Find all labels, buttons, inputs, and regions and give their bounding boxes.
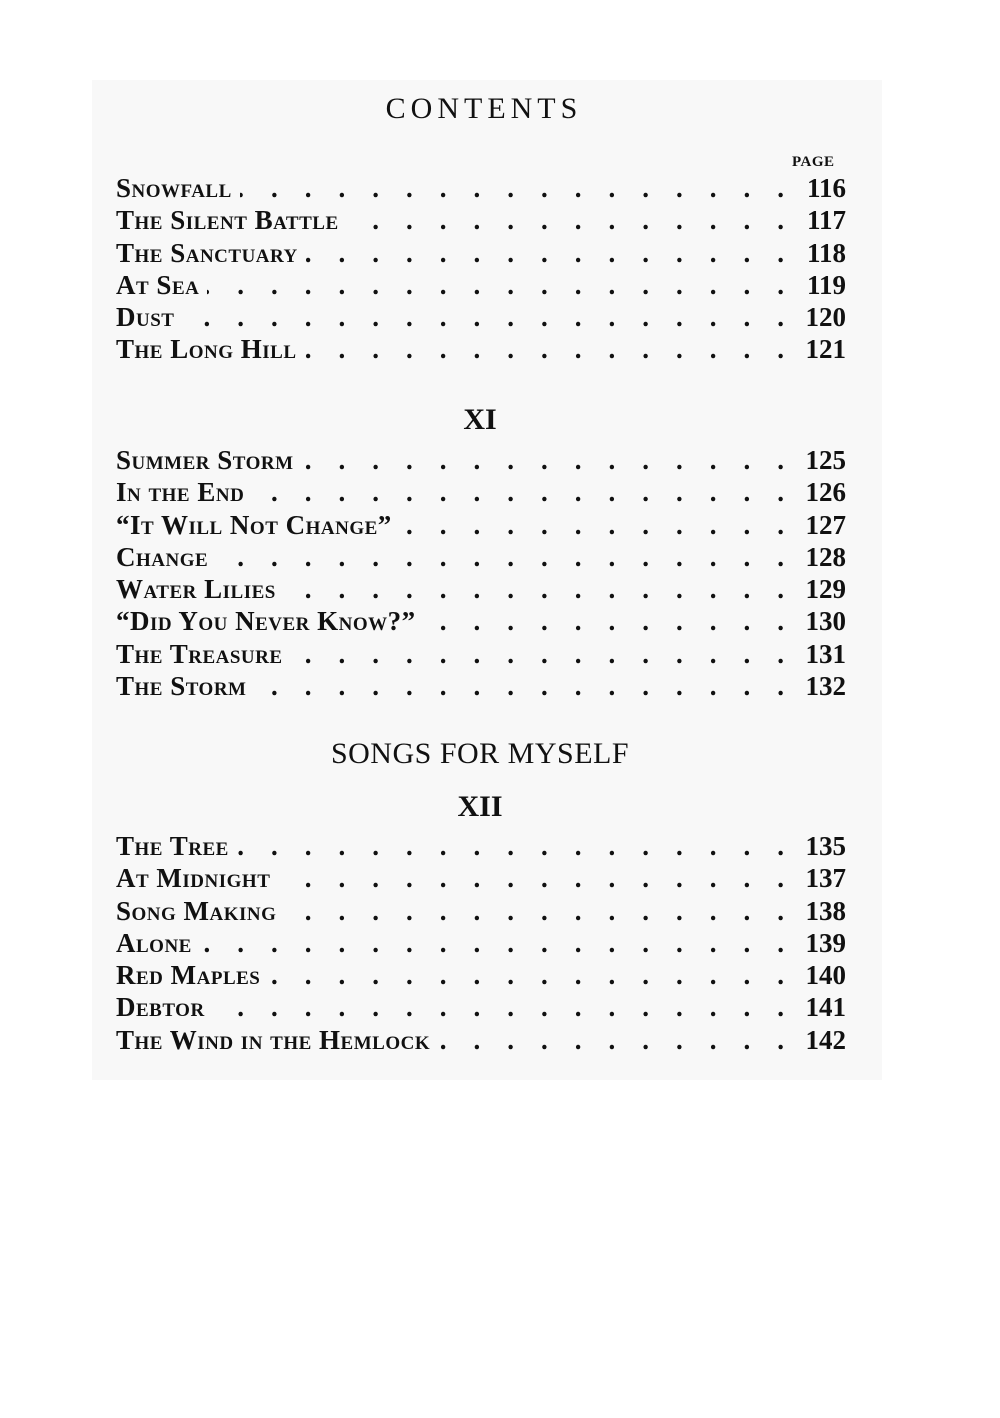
toc-entry-title: Alone [116, 927, 192, 958]
toc-entry-page: 125 [805, 445, 846, 475]
toc-entry [116, 670, 846, 702]
toc-entry-title: The Long Hill [116, 334, 297, 365]
toc-section-3 [116, 830, 846, 1056]
toc-entry [116, 509, 846, 541]
toc-entry [116, 333, 846, 365]
dot-leader [200, 927, 784, 959]
toc-entry-title: The Storm [116, 671, 247, 702]
dot-leader [400, 509, 784, 541]
toc-entry [116, 991, 846, 1023]
part-title: SONGS FOR MYSELF [330, 737, 630, 770]
toc-entry [116, 638, 846, 670]
dot-leader [291, 638, 784, 670]
toc-section-1 [116, 172, 846, 366]
toc-entry-page: 119 [806, 269, 846, 300]
dot-leader [305, 333, 785, 365]
dot-leader [182, 301, 784, 333]
toc-entry [116, 476, 846, 508]
toc-entry-page: 121 [805, 334, 846, 365]
toc-entry-page: 118 [806, 237, 846, 268]
toc-entry-page: 127 [805, 509, 846, 540]
dot-leader [240, 172, 784, 204]
toc-entry-title: “Did You Never Know?” [116, 606, 416, 637]
toc-entry-page: 132 [805, 671, 846, 702]
dot-leader [255, 670, 785, 702]
toc-entry [116, 237, 846, 269]
toc-entry [116, 172, 846, 204]
dot-leader [278, 862, 784, 894]
toc-entry-page: 138 [805, 895, 846, 926]
toc-entry-page: 126 [805, 477, 846, 508]
toc-entry-title: Water Lilies [116, 574, 276, 605]
toc-entry-title: At Sea [116, 269, 200, 300]
section-heading-xi: XI [463, 403, 497, 436]
toc-entry-page: 139 [805, 927, 846, 958]
toc-entry [116, 573, 846, 605]
toc-entry [116, 1024, 846, 1056]
toc-entry-title: In the End [116, 477, 245, 508]
toc-entry-title: “It Will Not Change” [116, 509, 392, 540]
toc-entry-title: Change [116, 541, 209, 572]
dot-leader [207, 269, 784, 301]
toc-entry [116, 959, 846, 991]
toc-entry-page: 128 [805, 541, 846, 572]
toc-entry [116, 605, 846, 637]
dot-leader [302, 444, 784, 476]
toc-entry-page: 120 [805, 302, 846, 333]
dot-leader [252, 476, 784, 508]
dot-leader [268, 959, 784, 991]
toc-entry-title: At Midnight [116, 863, 271, 894]
toc-entry-page: 129 [805, 574, 846, 605]
toc-entry-page: 140 [805, 960, 846, 991]
dot-leader [213, 991, 784, 1023]
dot-leader [284, 895, 784, 927]
toc-entry-page: 116 [806, 173, 846, 203]
toc-entry-title: Red Maples [116, 960, 261, 991]
toc-entry [116, 927, 846, 959]
toc-entry [116, 830, 846, 862]
page-title: CONTENTS [385, 92, 583, 125]
toc-entry [116, 895, 846, 927]
toc-entry-page: 135 [805, 831, 846, 861]
dot-leader [306, 237, 784, 269]
dot-leader [284, 573, 784, 605]
toc-entry-title: The Treasure [116, 638, 283, 669]
toc-entry-title: Snowfall [116, 173, 232, 203]
toc-entry-title: Song Making [116, 895, 277, 926]
dot-leader [438, 1024, 784, 1056]
toc-entry [116, 541, 846, 573]
toc-entry-title: The Wind in the Hemlock [116, 1024, 431, 1055]
toc-entry-title: The Silent Battle [116, 205, 339, 236]
toc-entry-title: The Sanctuary [116, 237, 298, 268]
toc-entry-page: 130 [805, 606, 846, 637]
dot-leader [424, 605, 784, 637]
toc-entry [116, 204, 846, 236]
section-heading-xii: XII [457, 790, 503, 823]
toc-entry-page: 137 [805, 863, 846, 894]
dot-leader [347, 204, 784, 236]
toc-entry-title: The Tree [116, 831, 229, 861]
toc-entry-page: 141 [805, 992, 846, 1023]
toc-entry [116, 301, 846, 333]
toc-entry-page: 117 [806, 205, 846, 236]
toc-entry-page: 131 [805, 638, 846, 669]
toc-entry-page: 142 [805, 1024, 846, 1055]
dot-leader [216, 541, 784, 573]
toc-entry-title: Dust [116, 302, 175, 333]
dot-leader [237, 830, 784, 862]
toc-entry [116, 269, 846, 301]
toc-entry [116, 444, 846, 476]
page-column-label: PAGE [792, 154, 835, 170]
toc-entry-title: Summer Storm [116, 445, 294, 475]
toc-section-2 [116, 444, 846, 702]
toc-entry [116, 862, 846, 894]
toc-entry-title: Debtor [116, 992, 205, 1023]
